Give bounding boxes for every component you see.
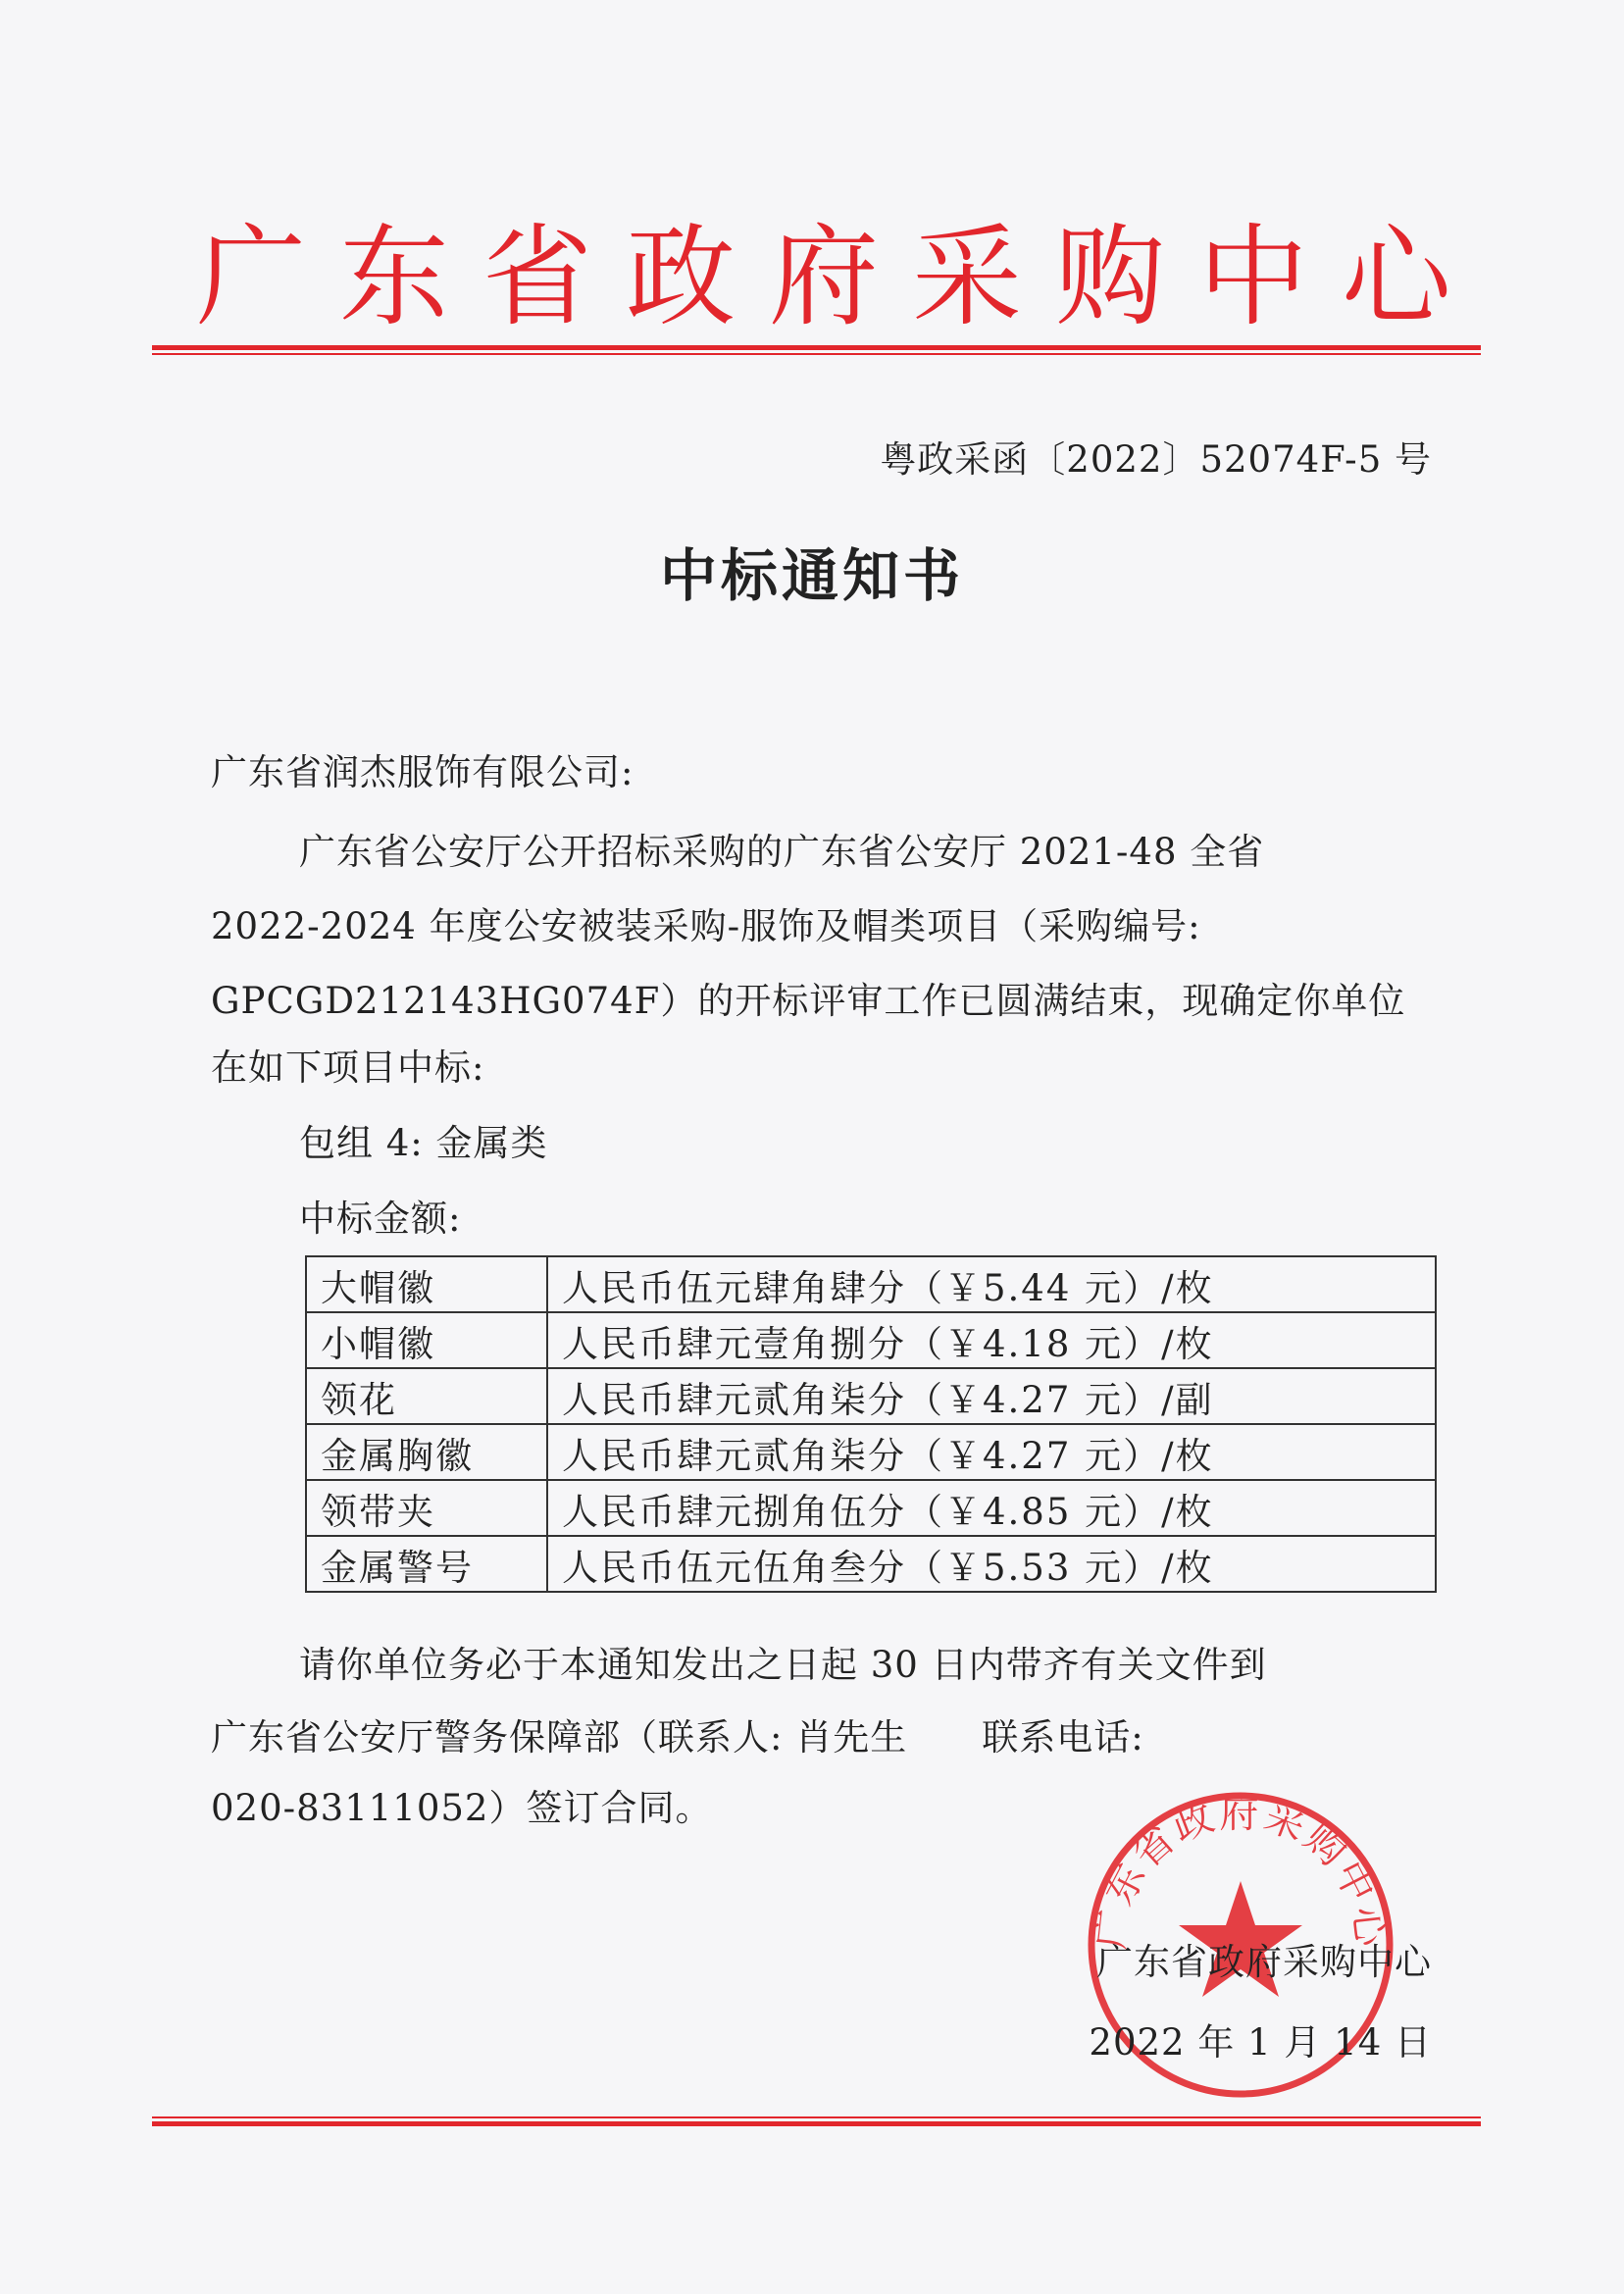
table-row bbox=[306, 1424, 1436, 1480]
signature-organization: 广东省政府采购中心 bbox=[1096, 1941, 1432, 1983]
closing-line: 请你单位务必于本通知发出之日起 30 日内带齐有关文件到 bbox=[299, 1644, 1267, 1686]
closing-line: 广东省公安厅警务保障部（联系人: 肖先生 联系电话: bbox=[211, 1716, 1144, 1759]
item-cell: 领带夹 bbox=[306, 1480, 547, 1536]
document-number: 粤政采函〔2022〕52074F-5 号 bbox=[880, 438, 1432, 481]
amount-heading: 中标金额: bbox=[299, 1198, 462, 1240]
body-line: 在如下项目中标: bbox=[211, 1046, 485, 1089]
price-cell: 人民币肆元壹角捌分（￥4.18 元）/枚 bbox=[547, 1312, 1436, 1368]
item-cell: 金属胸徽 bbox=[306, 1424, 547, 1480]
closing-line: 020-83111052）签订合同。 bbox=[211, 1787, 713, 1829]
table-row bbox=[306, 1312, 1436, 1368]
table-row bbox=[306, 1368, 1436, 1424]
table-row bbox=[306, 1256, 1436, 1312]
amount-table bbox=[305, 1255, 1437, 1593]
item-cell: 小帽徽 bbox=[306, 1312, 547, 1368]
package-line: 包组 4: 金属类 bbox=[299, 1122, 548, 1164]
price-cell: 人民币肆元捌角伍分（￥4.85 元）/枚 bbox=[547, 1480, 1436, 1536]
body-line: GPCGD212143HG074F）的开标评审工作已圆满结束，现确定你单位 bbox=[211, 980, 1406, 1022]
table-row bbox=[306, 1480, 1436, 1536]
price-cell: 人民币伍元伍角叁分（￥5.53 元）/枚 bbox=[547, 1536, 1436, 1592]
table-row bbox=[306, 1536, 1436, 1592]
recipient-line: 广东省润杰服饰有限公司: bbox=[211, 751, 634, 793]
item-cell: 金属警号 bbox=[306, 1536, 547, 1592]
price-cell: 人民币伍元肆角肆分（￥5.44 元）/枚 bbox=[547, 1256, 1436, 1312]
footer-red-rule bbox=[152, 2116, 1481, 2128]
body-line: 2022-2024 年度公安被装采购-服饰及帽类项目（采购编号: bbox=[211, 905, 1201, 947]
document-title: 中标通知书 bbox=[659, 542, 964, 609]
masthead-title: 广东省政府采购中心 bbox=[196, 214, 1485, 341]
price-cell: 人民币肆元贰角柒分（￥4.27 元）/枚 bbox=[547, 1424, 1436, 1480]
price-cell: 人民币肆元贰角柒分（￥4.27 元）/副 bbox=[547, 1368, 1436, 1424]
item-cell: 领花 bbox=[306, 1368, 547, 1424]
svg-text:广东省政府采购中心: 广东省政府采购中心 bbox=[1088, 1791, 1394, 1952]
item-cell: 大帽徽 bbox=[306, 1256, 547, 1312]
masthead-red-rule bbox=[152, 345, 1481, 357]
body-line: 广东省公安厅公开招标采购的广东省公安厅 2021-48 全省 bbox=[299, 831, 1265, 873]
signature-date: 2022 年 1 月 14 日 bbox=[1089, 2021, 1432, 2064]
